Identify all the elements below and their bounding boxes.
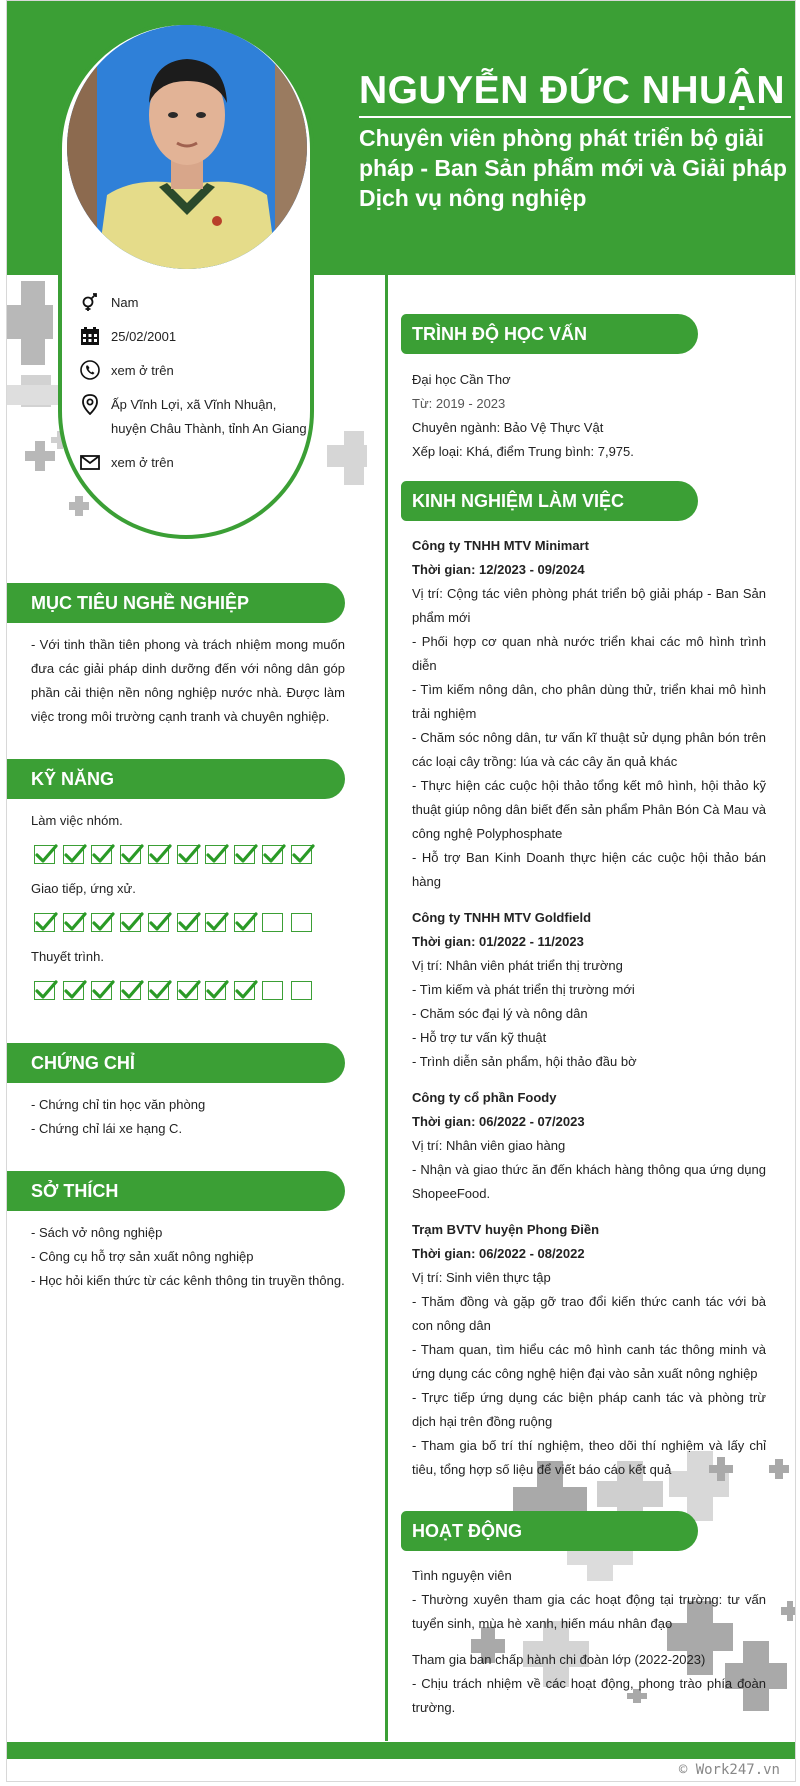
activity-title: Tham gia ban chấp hành chi đoàn lớp (2022-2023) — [412, 1652, 706, 1667]
hobby-item: - Học hỏi kiến thức từ các kênh thông tin truyền thông. — [31, 1273, 345, 1288]
company-name: Công ty TNHH MTV Minimart — [412, 538, 589, 553]
check-icon — [120, 913, 141, 932]
job-detail: - Phối hợp cơ quan nhà nước triển khai các mô hình trình diễn — [412, 634, 766, 673]
check-icon — [205, 845, 226, 864]
check-icon — [148, 845, 169, 864]
job-detail: Vị trí: Nhân viên phát triển thị trường — [412, 958, 623, 973]
gender-icon — [79, 291, 101, 313]
skill-label: Thuyết trình. — [31, 949, 104, 964]
job-detail: - Chăm sóc đại lý và nông dân — [412, 1006, 588, 1021]
hobbies-list — [31, 1221, 345, 1293]
footer-watermark: © Work247.vn — [678, 1762, 780, 1778]
check-icon — [91, 845, 112, 864]
job-detail: - Thăm đồng và gặp gỡ trao đổi kiến thức canh tác với bà con nông dân — [412, 1294, 766, 1333]
job-period: Thời gian: 01/2022 - 11/2023 — [412, 934, 584, 949]
skill-rating — [34, 981, 319, 1000]
check-icon — [234, 981, 255, 1000]
check-icon — [63, 845, 84, 864]
certificate-item: - Chứng chỉ tin học văn phòng — [31, 1097, 206, 1112]
job-detail: - Hỗ trợ Ban Kinh Doanh thực hiện các cuộc hội thảo bán hàng — [412, 850, 766, 889]
contact-gender — [79, 291, 319, 315]
job-detail: Vị trí: Sinh viên thực tập — [412, 1270, 551, 1285]
check-icon — [148, 913, 169, 932]
experience-list — [412, 534, 766, 1494]
check-icon — [262, 845, 283, 864]
empty-box — [262, 913, 283, 932]
empty-box — [291, 981, 312, 1000]
check-icon — [205, 913, 226, 932]
experience-heading: KINH NGHIỆM LÀM VIỆC — [401, 481, 698, 521]
address-line-2: huyện Châu Thành, tỉnh An Giang — [111, 421, 307, 436]
education-details — [412, 368, 766, 464]
address-value — [111, 393, 307, 441]
check-icon — [34, 981, 55, 1000]
objective-heading: MỤC TIÊU NGHỀ NGHIỆP — [7, 583, 345, 623]
job-detail: - Trình diễn sản phẩm, hội thảo đầu bờ — [412, 1054, 637, 1069]
check-icon — [291, 845, 312, 864]
address-line-1: Ấp Vĩnh Lợi, xã Vĩnh Nhuận, — [111, 397, 277, 412]
hobby-item: - Sách vở nông nghiệp — [31, 1225, 163, 1240]
activity-item — [412, 1648, 766, 1720]
education-period: Từ: 2019 - 2023 — [412, 396, 506, 411]
footer-bar — [7, 1742, 795, 1759]
job-period: Thời gian: 06/2022 - 07/2023 — [412, 1114, 585, 1129]
check-icon — [63, 913, 84, 932]
job-detail: - Chăm sóc nông dân, tư vấn kĩ thuật sử dụng phân bón trên các loại cây trồng: lúa và các cây ăn quả khác — [412, 730, 766, 769]
job-detail: - Thực hiện các cuộc hội thảo tổng kết mô hình, hội thảo kỹ thuật giúp nông dân biết đến sản phẩm Phân Bón Cà Mau và công nghệ Polyphosphate — [412, 778, 766, 841]
certificate-item: - Chứng chỉ lái xe hạng C. — [31, 1121, 183, 1136]
check-icon — [91, 981, 112, 1000]
job-detail: - Tham gia bố trí thí nghiệm, theo dõi thí nghiệm và lấy chỉ tiêu, tổng hợp số liệu để viết báo cáo kết quả — [412, 1438, 766, 1477]
education-heading: TRÌNH ĐỘ HỌC VẤN — [401, 314, 698, 354]
certificates-heading: CHỨNG CHỈ — [7, 1043, 345, 1083]
company-name: Công ty cổ phần Foody — [412, 1090, 557, 1105]
contact-phone — [79, 359, 319, 383]
check-icon — [205, 981, 226, 1000]
email-value: xem ở trên — [111, 455, 174, 470]
job-detail: Vị trí: Cộng tác viên phòng phát triển bộ giải pháp - Ban Sản phẩm mới — [412, 586, 766, 625]
experience-item — [412, 1086, 766, 1206]
job-detail: - Tìm kiếm và phát triển thị trường mới — [412, 982, 635, 997]
job-detail: - Nhận và giao thức ăn đến khách hàng thông qua ứng dụng ShopeeFood. — [412, 1162, 766, 1201]
check-icon — [63, 981, 84, 1000]
skill-label: Làm việc nhóm. — [31, 813, 123, 828]
activities-heading: HOẠT ĐỘNG — [401, 1511, 698, 1551]
mail-icon — [79, 451, 101, 473]
birthday-value: 25/02/2001 — [111, 329, 177, 344]
check-icon — [34, 913, 55, 932]
activity-item — [412, 1564, 766, 1636]
full-name: NGUYỄN ĐỨC NHUẬN — [359, 69, 786, 112]
job-detail: - Tham quan, tìm hiểu các mô hình canh tác thông minh và ứng dụng các công nghệ hiện đại vào sản xuất nông nghiệp — [412, 1342, 766, 1381]
company-name: Trạm BVTV huyện Phong Điền — [412, 1222, 600, 1237]
contact-birthday — [79, 325, 319, 349]
name-underline — [359, 116, 791, 118]
phone-value: xem ở trên — [111, 363, 174, 378]
calendar-icon — [79, 325, 101, 347]
hobbies-heading: SỞ THÍCH — [7, 1171, 345, 1211]
job-detail: Vị trí: Nhân viên giao hàng — [412, 1138, 566, 1153]
job-period: Thời gian: 06/2022 - 08/2022 — [412, 1246, 585, 1261]
job-detail: - Trực tiếp ứng dụng các biện pháp canh tác và phòng trừ dịch hại trên đồng ruộng — [412, 1390, 766, 1429]
check-icon — [120, 845, 141, 864]
skill-label: Giao tiếp, ứng xử. — [31, 881, 136, 896]
check-icon — [177, 981, 198, 1000]
empty-box — [262, 981, 283, 1000]
check-icon — [234, 845, 255, 864]
resume-page — [6, 0, 796, 1782]
objective-text: - Với tinh thần tiên phong và trách nhiệm mong muốn đưa các giải pháp dinh dưỡng đến với nông dân góp phần cải thiện nền nông nghiệp nước nhà. Được làm việc trong môi trường cạnh tranh và chuyên nghiệp. — [31, 637, 345, 724]
column-divider — [385, 275, 388, 1741]
contact-address — [79, 393, 319, 441]
education-rank: Xếp loại: Khá, điểm Trung bình: 7,975. — [412, 444, 634, 459]
check-icon — [148, 981, 169, 1000]
job-period: Thời gian: 12/2023 - 09/2024 — [412, 562, 585, 577]
experience-item — [412, 534, 766, 894]
check-icon — [234, 913, 255, 932]
skills-heading: KỸ NĂNG — [7, 759, 345, 799]
experience-item — [412, 1218, 766, 1482]
gender-value: Nam — [111, 295, 139, 310]
education-school: Đại học Cần Thơ — [412, 372, 511, 387]
activity-text: - Chịu trách nhiệm về các hoạt động, phong trào phía đoàn trường. — [412, 1676, 766, 1715]
check-icon — [91, 913, 112, 932]
check-icon — [177, 845, 198, 864]
avatar — [67, 25, 307, 269]
check-icon — [34, 845, 55, 864]
job-detail: - Hỗ trợ tư vấn kỹ thuật — [412, 1030, 547, 1045]
skill-rating — [34, 845, 319, 864]
activity-title: Tình nguyện viên — [412, 1568, 512, 1583]
activity-text: - Thường xuyên tham gia các hoạt động tại trường: tư vấn tuyển sinh, mùa hè xanh, hiến máu nhân đạo — [412, 1592, 766, 1631]
check-icon — [120, 981, 141, 1000]
activities-list — [412, 1564, 766, 1732]
experience-item — [412, 906, 766, 1074]
job-title: Chuyên viên phòng phát triển bộ giải pháp - Ban Sản phẩm mới và Giải pháp Dịch vụ nông nghiệp — [359, 125, 787, 211]
empty-box — [291, 913, 312, 932]
check-icon — [177, 913, 198, 932]
certificates-list — [31, 1093, 345, 1141]
location-icon — [79, 393, 101, 415]
phone-icon — [79, 359, 101, 381]
company-name: Công ty TNHH MTV Goldfield — [412, 910, 592, 925]
skill-rating — [34, 913, 319, 932]
job-detail: - Tìm kiếm nông dân, cho phân dùng thử, triển khai mô hình trải nghiệm — [412, 682, 766, 721]
education-major: Chuyên ngành: Bảo Vệ Thực Vật — [412, 420, 604, 435]
contact-email — [79, 451, 319, 475]
hobby-item: - Công cụ hỗ trợ sản xuất nông nghiệp — [31, 1249, 254, 1264]
contact-info — [79, 291, 319, 485]
